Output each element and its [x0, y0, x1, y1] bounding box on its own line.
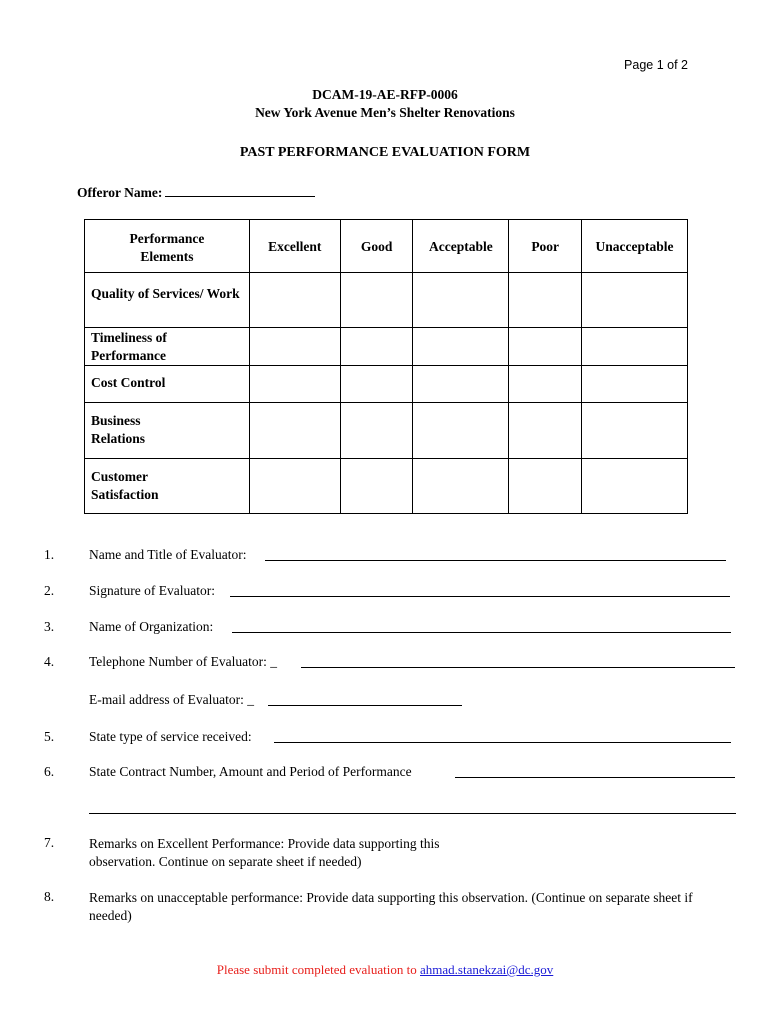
- offeror-name-field[interactable]: [77, 184, 315, 201]
- column-header-poor: Poor: [509, 220, 582, 273]
- project-title: New York Avenue Men’s Shelter Renovations: [255, 105, 515, 120]
- service-type-line[interactable]: [274, 742, 731, 743]
- offeror-name-blank[interactable]: [165, 184, 315, 197]
- rating-cell[interactable]: [249, 366, 340, 403]
- item-number: 8.: [44, 889, 55, 904]
- table-row: [85, 366, 688, 403]
- table-header-row: [85, 220, 688, 273]
- evaluator-signature-label: Signature of Evaluator:: [89, 583, 215, 598]
- contract-details-line-2[interactable]: [89, 813, 736, 814]
- row-label-business-relations: Business Relations: [85, 403, 250, 459]
- submission-note: [0, 962, 770, 978]
- column-header-acceptable: Acceptable: [413, 220, 509, 273]
- contract-details-line[interactable]: [455, 777, 735, 778]
- rating-cell[interactable]: [582, 366, 688, 403]
- row-label-cost-control: Cost Control: [85, 366, 250, 403]
- offeror-name-label: Offeror Name:: [77, 185, 163, 200]
- rating-cell[interactable]: [509, 459, 582, 514]
- rating-cell[interactable]: [509, 403, 582, 459]
- page-number: Page 1 of 2: [624, 58, 688, 72]
- organization-name-line[interactable]: [232, 632, 731, 633]
- rating-cell[interactable]: [413, 366, 509, 403]
- contract-details-label: State Contract Number, Amount and Period of Performance: [89, 764, 412, 779]
- table-row: [85, 403, 688, 459]
- item-number: 3.: [44, 619, 55, 634]
- column-header-unacceptable: Unacceptable: [582, 220, 688, 273]
- rating-cell[interactable]: [340, 403, 413, 459]
- item-number: 4.: [44, 654, 55, 669]
- evaluator-name-title-label: Name and Title of Evaluator:: [89, 547, 247, 562]
- column-header-excellent: Excellent: [249, 220, 340, 273]
- item-number: 7.: [44, 835, 55, 850]
- row-label-quality: Quality of Services/ Work: [85, 273, 250, 328]
- item-number: 6.: [44, 764, 55, 779]
- performance-rating-table: [84, 219, 688, 514]
- item-number: 5.: [44, 729, 55, 744]
- table-row: [85, 328, 688, 366]
- evaluator-telephone-line[interactable]: [301, 667, 735, 668]
- rating-cell[interactable]: [509, 366, 582, 403]
- rating-cell[interactable]: [413, 273, 509, 328]
- rating-cell[interactable]: [249, 328, 340, 366]
- item-number: 2.: [44, 583, 55, 598]
- rating-cell[interactable]: [249, 273, 340, 328]
- submission-note-text: Please submit completed evaluation to: [216, 962, 420, 977]
- rating-cell[interactable]: [340, 459, 413, 514]
- form-title: PAST PERFORMANCE EVALUATION FORM: [239, 145, 531, 160]
- service-type-label: State type of service received:: [89, 729, 252, 744]
- evaluator-email-label: E-mail address of Evaluator: _: [89, 692, 254, 707]
- rating-cell[interactable]: [413, 403, 509, 459]
- organization-name-label: Name of Organization:: [89, 619, 214, 634]
- evaluator-telephone-label: Telephone Number of Evaluator: _: [89, 654, 277, 669]
- rating-cell[interactable]: [582, 273, 688, 328]
- rating-cell[interactable]: [582, 459, 688, 514]
- rating-cell[interactable]: [413, 459, 509, 514]
- excellent-remarks-text: Remarks on Excellent Performance: Provide data supporting this observation. Continue on separate sheet if needed): [89, 836, 440, 869]
- rating-cell[interactable]: [509, 273, 582, 328]
- rating-cell[interactable]: [582, 328, 688, 366]
- rfp-code: DCAM-19-AE-RFP-0006: [312, 87, 458, 102]
- rating-cell[interactable]: [509, 328, 582, 366]
- rating-cell[interactable]: [413, 328, 509, 366]
- row-label-customer-satisfaction: Customer Satisfaction: [85, 459, 250, 514]
- rating-cell[interactable]: [249, 459, 340, 514]
- submission-email-link[interactable]: ahmad.stanekzai@dc.gov: [420, 962, 554, 977]
- rating-cell[interactable]: [582, 403, 688, 459]
- rating-cell[interactable]: [249, 403, 340, 459]
- unacceptable-remarks-text: Remarks on unacceptable performance: Provide data supporting this observation. (Continue on separate sheet if needed): [89, 890, 693, 923]
- table-row: [85, 273, 688, 328]
- row-label-timeliness: Timeliness of Performance: [85, 328, 250, 366]
- evaluator-signature-line[interactable]: [230, 596, 730, 597]
- evaluator-email-line[interactable]: [268, 705, 462, 706]
- column-header-performance-elements: Performance Elements: [85, 220, 250, 273]
- table-row: [85, 459, 688, 514]
- rating-cell[interactable]: [340, 366, 413, 403]
- evaluator-name-title-line[interactable]: [265, 560, 726, 561]
- item-number: 1.: [44, 547, 55, 562]
- column-header-good: Good: [340, 220, 413, 273]
- rating-cell[interactable]: [340, 328, 413, 366]
- rating-cell[interactable]: [340, 273, 413, 328]
